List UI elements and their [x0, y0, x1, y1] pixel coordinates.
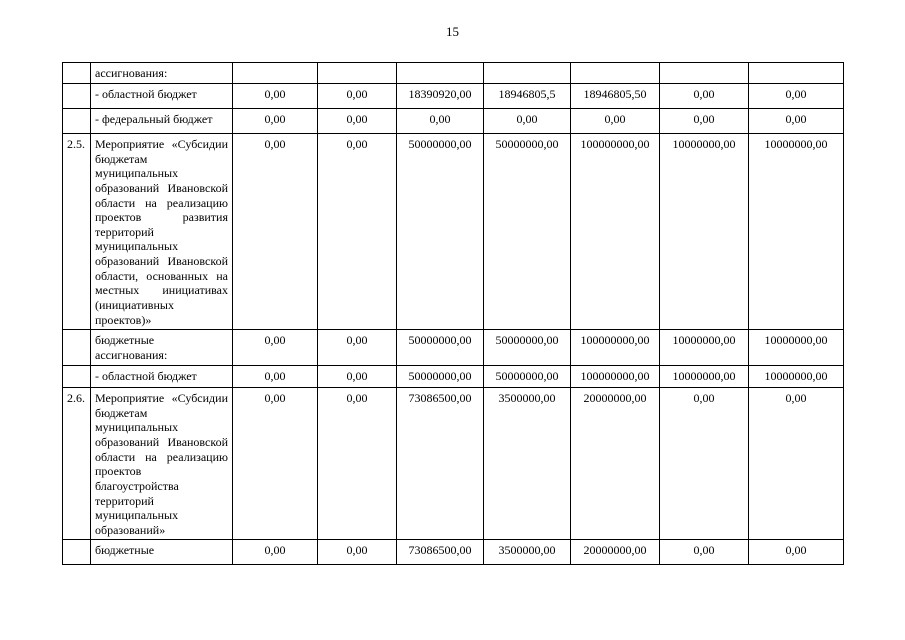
value-cell: 0,00 — [318, 540, 397, 565]
value-cell: 0,00 — [749, 84, 844, 109]
table-row — [63, 330, 844, 366]
description-cell: - областной бюджет — [91, 366, 233, 388]
value-cell: 10000000,00 — [660, 330, 749, 366]
value-cell: 0,00 — [233, 540, 318, 565]
value-cell: 73086500,00 — [397, 540, 484, 565]
description-cell: ассигнования: — [91, 63, 233, 84]
table-row — [63, 540, 844, 565]
value-cell: 50000000,00 — [397, 330, 484, 366]
page-number: 15 — [446, 24, 459, 39]
value-cell: 0,00 — [233, 134, 318, 330]
value-cell: 0,00 — [749, 388, 844, 540]
value-cell — [660, 63, 749, 84]
value-cell: 18946805,50 — [571, 84, 660, 109]
value-cell: 0,00 — [233, 109, 318, 134]
value-cell — [397, 63, 484, 84]
row-index-cell — [63, 330, 91, 366]
value-cell: 0,00 — [484, 109, 571, 134]
description-cell: бюджетные ассигнования: — [91, 330, 233, 366]
description-cell: Мероприятие «Субсидии бюджетам муниципальных образований Ивановской области на реализацию проектов развития территорий муниципальных образований Ивановской области, основанных на местных инициативах (инициативных проектов)» — [91, 134, 233, 330]
row-index-cell: 2.5. — [63, 134, 91, 330]
value-cell: 50000000,00 — [484, 134, 571, 330]
table-row — [63, 84, 844, 109]
table-row — [63, 109, 844, 134]
value-cell: 0,00 — [660, 540, 749, 565]
value-cell: 10000000,00 — [749, 134, 844, 330]
value-cell: 18390920,00 — [397, 84, 484, 109]
value-cell: 50000000,00 — [484, 330, 571, 366]
value-cell: 0,00 — [571, 109, 660, 134]
description-cell: - областной бюджет — [91, 84, 233, 109]
row-index-cell — [63, 109, 91, 134]
value-cell: 0,00 — [233, 330, 318, 366]
value-cell: 0,00 — [318, 134, 397, 330]
value-cell: 0,00 — [318, 388, 397, 540]
value-cell: 3500000,00 — [484, 388, 571, 540]
value-cell: 0,00 — [233, 388, 318, 540]
value-cell: 50000000,00 — [397, 366, 484, 388]
value-cell — [484, 63, 571, 84]
table-row — [63, 63, 844, 84]
table-row — [63, 134, 844, 330]
value-cell — [318, 63, 397, 84]
value-cell: 0,00 — [233, 84, 318, 109]
table-row — [63, 388, 844, 540]
row-index-cell — [63, 63, 91, 84]
value-cell: 18946805,5 — [484, 84, 571, 109]
value-cell: 0,00 — [318, 330, 397, 366]
value-cell: 0,00 — [660, 388, 749, 540]
value-cell: 0,00 — [749, 109, 844, 134]
value-cell: 100000000,00 — [571, 330, 660, 366]
description-cell: - федеральный бюджет — [91, 109, 233, 134]
value-cell: 0,00 — [318, 366, 397, 388]
value-cell: 0,00 — [660, 109, 749, 134]
value-cell — [571, 63, 660, 84]
value-cell: 10000000,00 — [749, 330, 844, 366]
value-cell: 10000000,00 — [660, 366, 749, 388]
value-cell: 0,00 — [660, 84, 749, 109]
value-cell: 73086500,00 — [397, 388, 484, 540]
value-cell: 0,00 — [749, 540, 844, 565]
value-cell: 10000000,00 — [660, 134, 749, 330]
value-cell — [233, 63, 318, 84]
value-cell: 50000000,00 — [397, 134, 484, 330]
value-cell: 0,00 — [233, 366, 318, 388]
value-cell: 3500000,00 — [484, 540, 571, 565]
row-index-cell — [63, 84, 91, 109]
value-cell: 0,00 — [318, 84, 397, 109]
value-cell — [749, 63, 844, 84]
value-cell: 10000000,00 — [749, 366, 844, 388]
value-cell: 100000000,00 — [571, 366, 660, 388]
value-cell: 100000000,00 — [571, 134, 660, 330]
value-cell: 0,00 — [397, 109, 484, 134]
budget-table — [62, 62, 844, 565]
row-index-cell — [63, 540, 91, 565]
value-cell: 20000000,00 — [571, 388, 660, 540]
table-row — [63, 366, 844, 388]
row-index-cell: 2.6. — [63, 388, 91, 540]
row-index-cell — [63, 366, 91, 388]
value-cell: 0,00 — [318, 109, 397, 134]
description-cell: бюджетные — [91, 540, 233, 565]
value-cell: 50000000,00 — [484, 366, 571, 388]
value-cell: 20000000,00 — [571, 540, 660, 565]
description-cell: Мероприятие «Субсидии бюджетам муниципальных образований Ивановской области на реализацию проектов благоустройства территорий муниципальных образований» — [91, 388, 233, 540]
